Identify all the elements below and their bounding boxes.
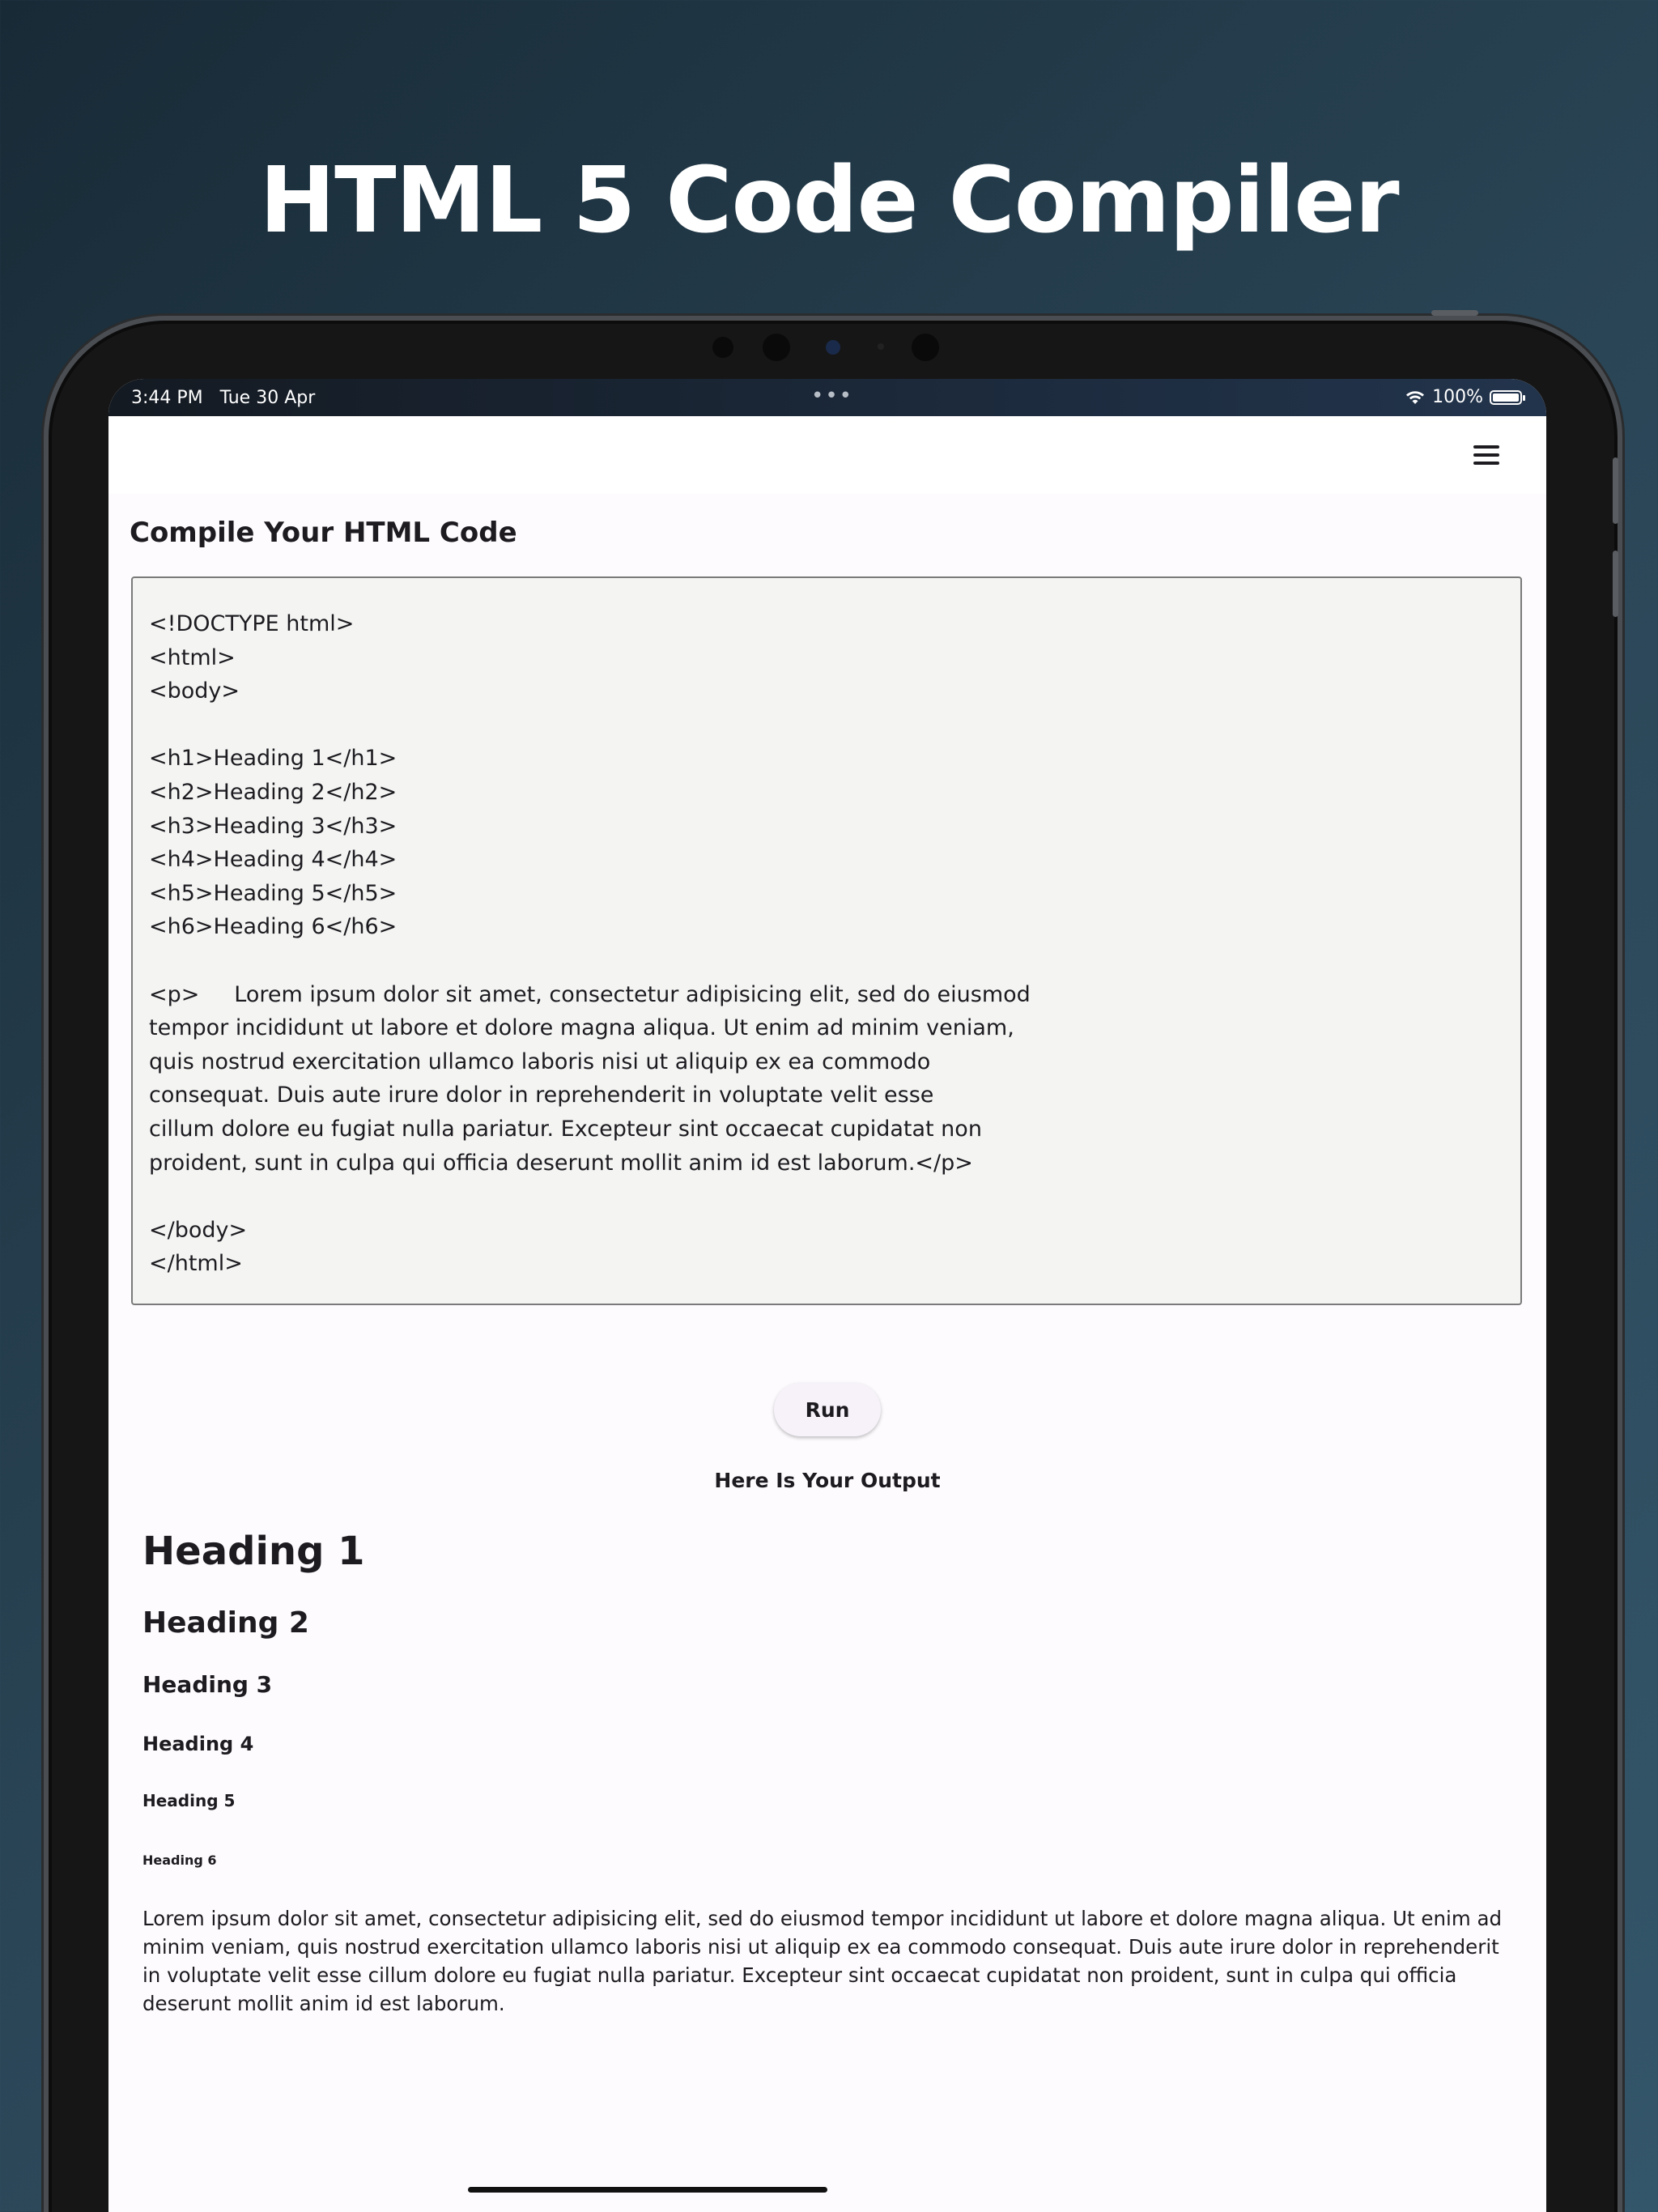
page-title: Compile Your HTML Code	[130, 517, 517, 549]
hamburger-menu-icon[interactable]	[1473, 445, 1499, 465]
output-heading-5: Heading 5	[142, 1791, 236, 1810]
output-heading-4: Heading 4	[142, 1733, 254, 1755]
status-time-value: 3:44 PM	[131, 388, 203, 408]
multitasking-dots-icon[interactable]: •••	[811, 384, 854, 408]
status-indicators	[1405, 387, 1522, 407]
wifi-icon	[1405, 389, 1426, 406]
app-header	[108, 416, 1546, 494]
battery-icon	[1490, 390, 1522, 405]
output-heading-2: Heading 2	[142, 1606, 309, 1640]
camera-lens-icon	[712, 337, 733, 358]
volume-up-button	[1613, 457, 1618, 524]
front-camera-icon	[826, 340, 840, 355]
run-button[interactable]: Run	[774, 1383, 881, 1436]
top-button	[1431, 310, 1478, 316]
code-editor-textarea[interactable]: <!DOCTYPE html> <html> <body> <h1>Heading 1</h1> <h2>Heading 2</h2> <h3>Heading 3</h3> <h4>Heading 4</h4> <h5>Heading 5</h5> <h6>Heading 6</h6> <p> Lorem ipsum dolor sit amet, consectetur adipisicing elit, sed do eiusmod tempor incididunt ut labore et dolore magna aliqua. Ut enim ad minim veniam, quis nostrud exercitation ullamco laboris nisi ut aliquip ex ea commodo consequat. Duis aute irure dolor in reprehenderit in voluptate velit esse cillum dolore eu fugiat nulla pariatur. Excepteur sint occaecat cupidatat non proident, sunt in culpa qui officia deserunt mollit anim id est laborum.</p> </body> </html>	[131, 576, 1522, 1305]
promo-title: HTML 5 Code Compiler	[259, 148, 1399, 253]
status-time	[131, 388, 315, 408]
output-paragraph: Lorem ipsum dolor sit amet, consectetur adipisicing elit, sed do eiusmod tempor incididunt ut labore et dolore magna aliqua. Ut enim ad minim veniam, quis nostrud exercitation ullamco laboris nisi ut aliquip ex ea commodo consequat. Duis aute irure dolor in reprehenderit in voluptate velit esse cillum dolore eu fugiat nulla pariatur. Excepteur sint occaecat cupidatat non proident, sunt in culpa qui officia deserunt mollit anim id est laborum.	[142, 1907, 1503, 2015]
home-indicator[interactable]	[468, 2187, 827, 2193]
output-heading-6: Heading 6	[142, 1853, 217, 1868]
ambient-sensor-icon	[878, 343, 884, 350]
output-label: Here Is Your Output	[714, 1469, 941, 1492]
battery-percent: 100%	[1432, 387, 1483, 407]
volume-down-button	[1613, 551, 1618, 617]
status-date-value: Tue 30 Apr	[219, 388, 316, 408]
output-heading-3: Heading 3	[142, 1671, 273, 1698]
status-bar	[108, 379, 1546, 416]
output-heading-1: Heading 1	[142, 1529, 365, 1574]
camera-sensor-icon	[763, 334, 790, 361]
flood-sensor-icon	[912, 334, 939, 361]
app-screen	[108, 379, 1546, 2212]
